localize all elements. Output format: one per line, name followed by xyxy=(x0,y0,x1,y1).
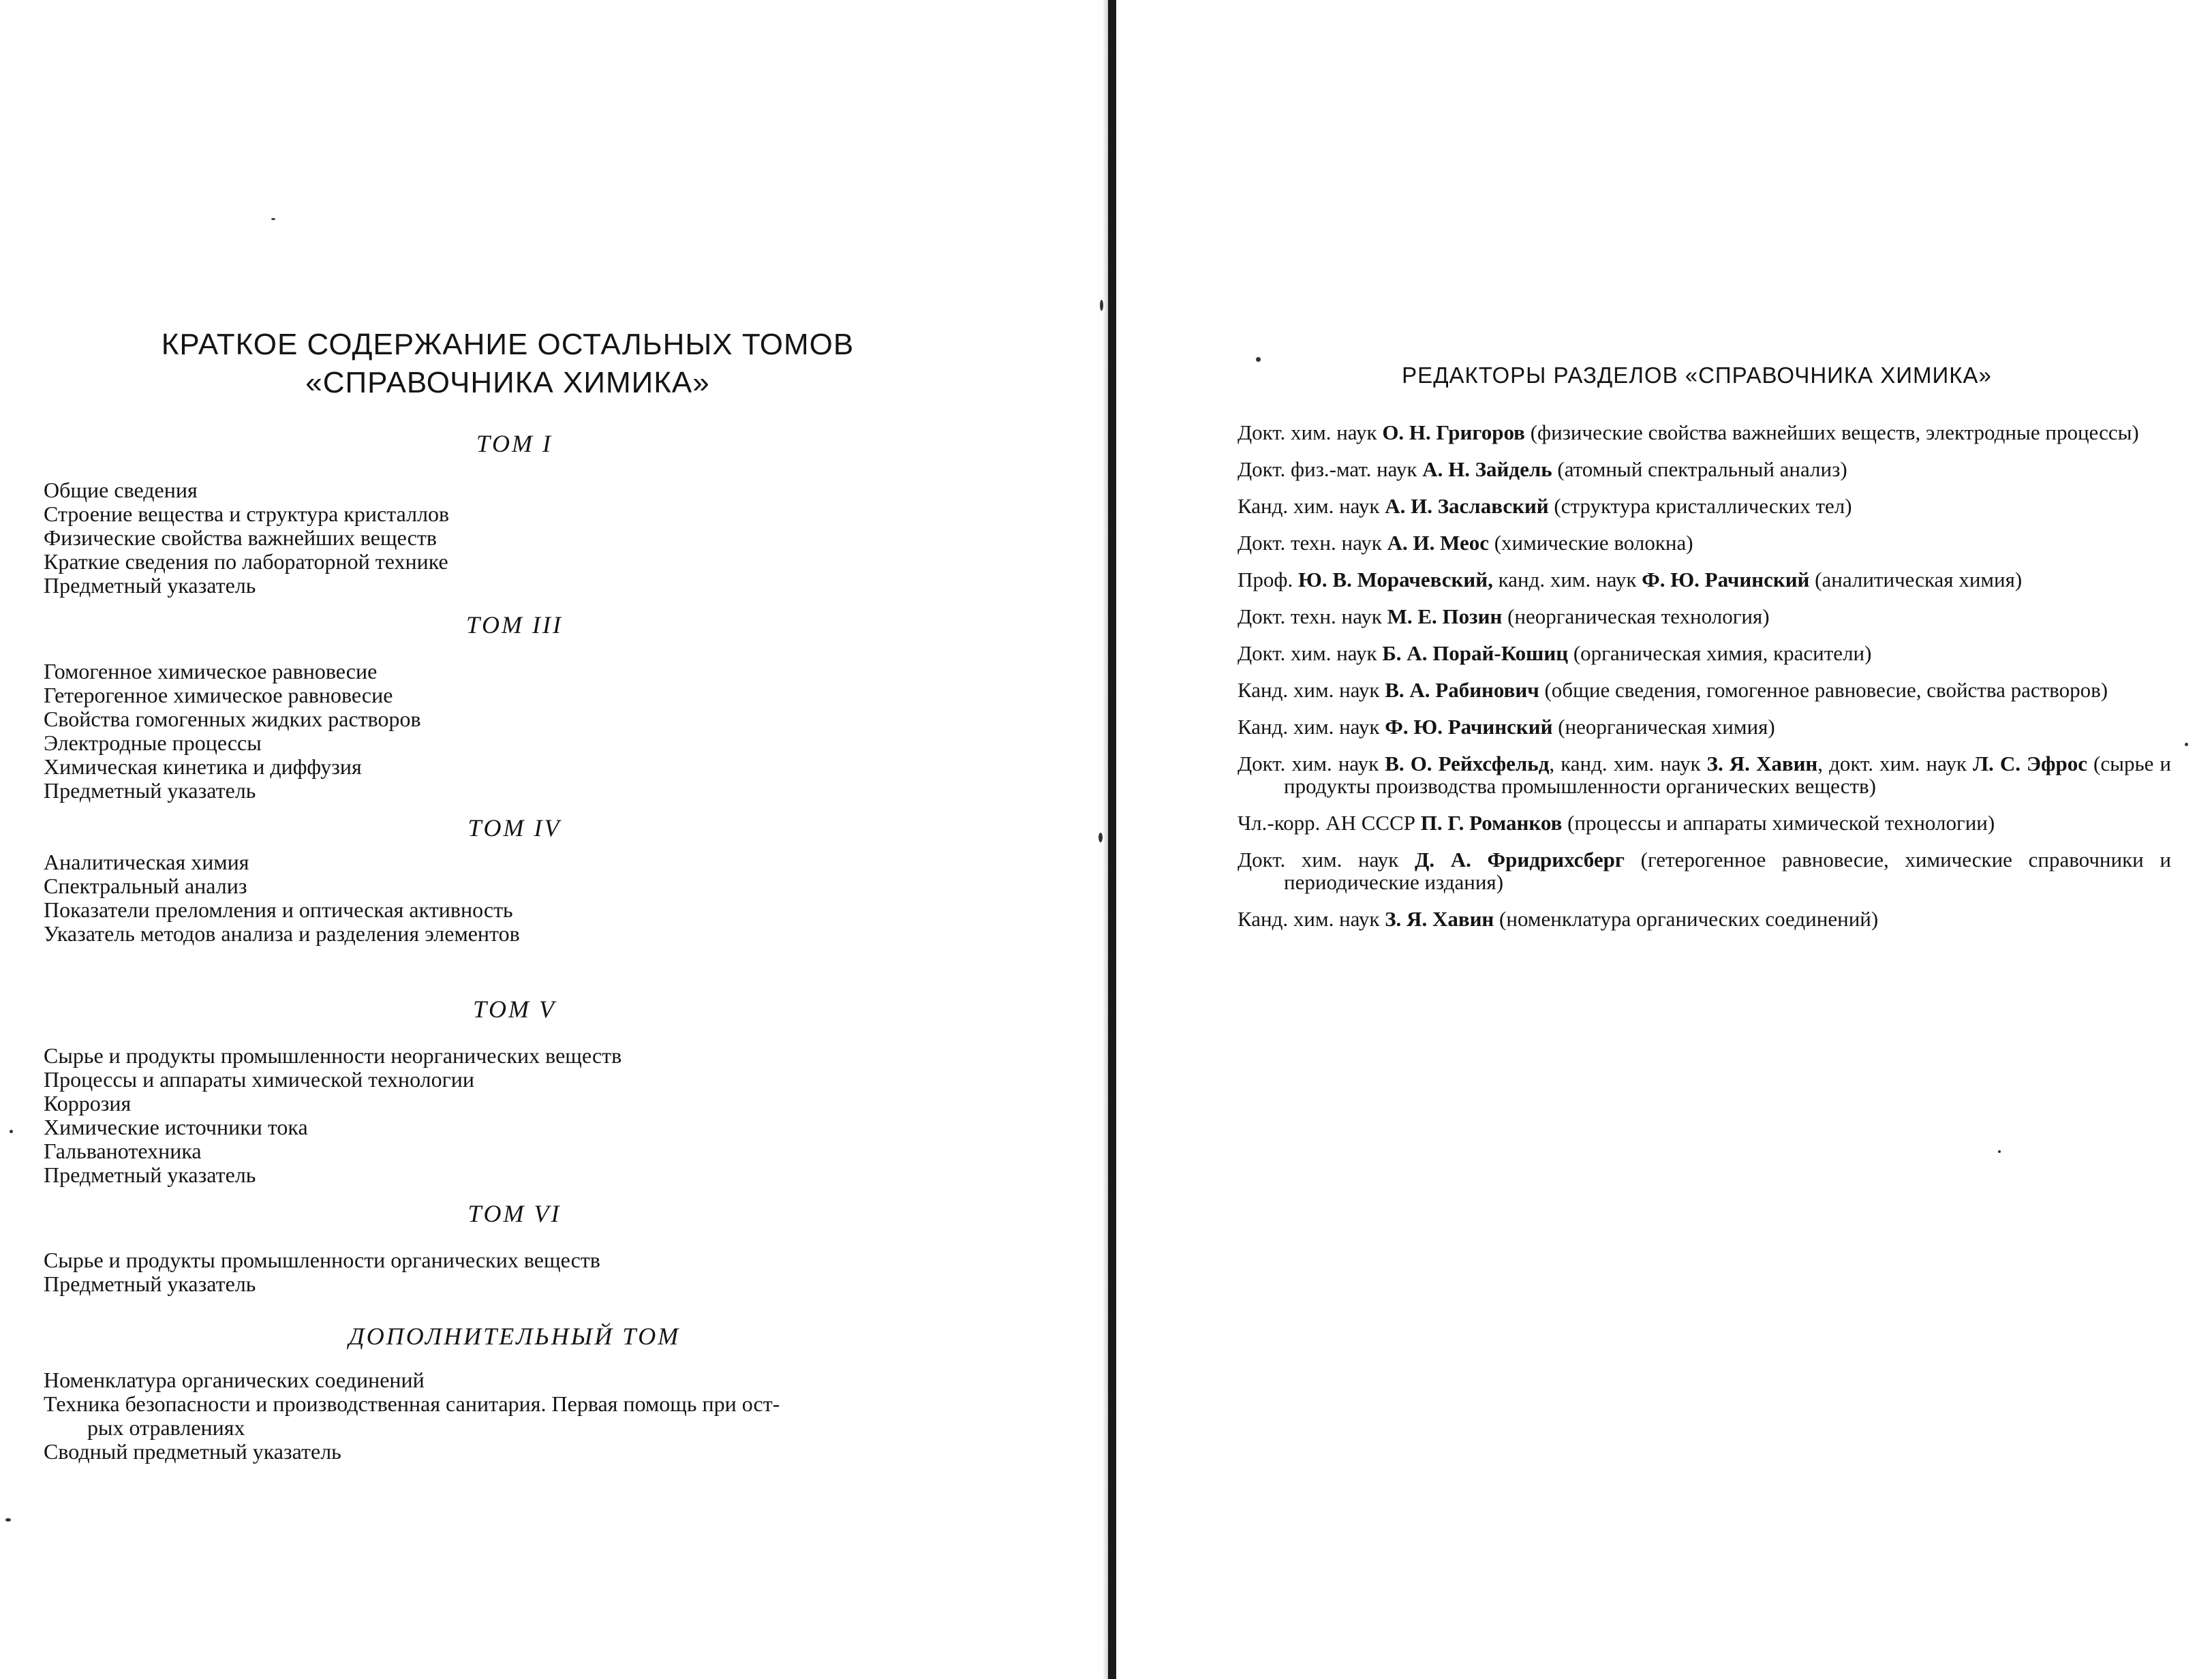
volume-heading: ТОМ I xyxy=(476,430,553,457)
list-item: Краткие сведения по лабораторной технике xyxy=(44,549,448,574)
list-item: Химическая кинетика и диффузия xyxy=(44,754,362,779)
volume-contents-list xyxy=(44,660,421,803)
contents-title-line2: «СПРАВОЧНИКА ХИМИКА» xyxy=(305,366,710,399)
editor-text: (сырье и продукты производства промышленности органических веществ) xyxy=(1284,752,2171,798)
editor-text: (атомный спектральный анализ) xyxy=(1552,457,1847,481)
volume-heading: ДОПОЛНИТЕЛЬНЫЙ ТОМ xyxy=(348,1323,681,1350)
list-item: Строение вещества и структура кристаллов xyxy=(44,502,450,526)
editor-text: Канд. хим. наук xyxy=(1238,494,1385,518)
volume-contents-list xyxy=(44,850,520,946)
editor-name: П. Г. Романков xyxy=(1420,811,1563,835)
editor-entry xyxy=(1238,848,2171,893)
editor-text: , канд. хим. наук xyxy=(1549,752,1707,775)
list-item: Свойства гомогенных жидких растворов xyxy=(44,707,421,731)
editor-entry xyxy=(1238,605,2171,628)
editor-name: З. Я. Хавин xyxy=(1706,752,1818,775)
editor-entry xyxy=(1238,568,2171,591)
editor-entry xyxy=(1238,458,2171,480)
editor-entry xyxy=(1238,532,2171,554)
list-item: рых отравлениях xyxy=(87,1415,245,1440)
editor-name: Л. С. Эфрос xyxy=(1972,752,2087,775)
list-item: Предметный указатель xyxy=(44,1162,256,1187)
editor-text: Докт. техн. наук xyxy=(1238,531,1387,555)
contents-title-line1: КРАТКОЕ СОДЕРЖАНИЕ ОСТАЛЬНЫХ ТОМОВ xyxy=(161,328,855,361)
editor-entry xyxy=(1238,752,2171,797)
editor-text: Канд. хим. наук xyxy=(1238,715,1385,739)
editor-text: (аналитическая химия) xyxy=(1809,568,2023,591)
editor-entry xyxy=(1238,495,2171,517)
editor-text: (гетерогенное равновесие, химические справочники и периодические издания) xyxy=(1284,848,2171,894)
editor-name: Ф. Ю. Рачинский xyxy=(1642,568,1810,591)
editor-text: Докт. хим. наук xyxy=(1238,752,1385,775)
editor-name: М. Е. Позин xyxy=(1387,604,1503,628)
editors-title: РЕДАКТОРЫ РАЗДЕЛОВ «СПРАВОЧНИКА ХИМИКА» xyxy=(1402,363,1992,388)
list-item: Общие сведения xyxy=(44,478,198,502)
editor-text: (органическая химия, красители) xyxy=(1568,641,1872,665)
editor-name: Ф. Ю. Рачинский xyxy=(1385,715,1553,739)
list-item: Показатели преломления и оптическая активность xyxy=(44,897,513,922)
list-item: Гетерогенное химическое равновесие xyxy=(44,683,393,707)
editor-text: (неорганическая технология) xyxy=(1502,604,1770,628)
editor-entry xyxy=(1238,715,2171,738)
list-item: Предметный указатель xyxy=(44,778,256,803)
list-item: Сводный предметный указатель xyxy=(44,1439,341,1464)
editor-entry xyxy=(1238,642,2171,664)
editor-text: (номенклатура органических соединений) xyxy=(1494,907,1879,931)
editors-list xyxy=(1238,421,2171,944)
volume-heading: ТОМ III xyxy=(466,611,563,638)
left-page xyxy=(0,0,1097,1679)
list-item: Процессы и аппараты химической технологии xyxy=(44,1067,475,1092)
editor-text: (процессы и аппараты химической технологии) xyxy=(1562,811,1995,835)
list-item: Предметный указатель xyxy=(44,573,256,598)
scan-speck xyxy=(1099,833,1103,842)
editor-text: (общие сведения, гомогенное равновесие, свойства растворов) xyxy=(1539,678,2108,702)
editor-text: Канд. хим. наук xyxy=(1238,678,1385,702)
list-item: Спектральный анализ xyxy=(44,874,247,898)
editor-entry xyxy=(1238,679,2171,701)
editor-text: Докт. хим. наук xyxy=(1238,420,1383,444)
list-item: Гальванотехника xyxy=(44,1139,202,1163)
editor-name: Ю. В. Морачевский, xyxy=(1297,568,1493,591)
scan-speck xyxy=(1100,300,1103,311)
volume-contents-list xyxy=(44,478,449,598)
editor-text: Проф. xyxy=(1238,568,1298,591)
editor-text: Докт. хим. наук xyxy=(1238,848,1415,872)
right-page xyxy=(1124,0,2212,1679)
editor-name: О. Н. Григоров xyxy=(1382,420,1525,444)
editor-name: В. О. Рейхсфельд xyxy=(1385,752,1550,775)
list-item: Сырье и продукты промышленности неорганических веществ xyxy=(44,1043,622,1068)
editor-text: , докт. хим. наук xyxy=(1817,752,1973,775)
list-item: Номенклатура органических соединений xyxy=(44,1368,425,1392)
editor-entry xyxy=(1238,812,2171,834)
editor-text: Докт. техн. наук xyxy=(1238,604,1387,628)
volume-contents-list xyxy=(44,1044,621,1187)
editor-name: А. Н. Зайдель xyxy=(1422,457,1552,481)
editor-name: Б. А. Порай-Кошиц xyxy=(1382,641,1569,665)
list-item: Сырье и продукты промышленности органических веществ xyxy=(44,1248,600,1272)
editor-name: А. И. Меос xyxy=(1387,531,1489,555)
list-item: Аналитическая химия xyxy=(44,850,249,874)
editor-name: В. А. Рабинович xyxy=(1385,678,1539,702)
volume-heading: ТОМ V xyxy=(473,996,556,1023)
editor-text: (физические свойства важнейших веществ, электродные процессы) xyxy=(1524,420,2139,444)
editor-text: (структура кристаллических тел) xyxy=(1548,494,1852,518)
list-item: Гомогенное химическое равновесие xyxy=(44,659,378,683)
editor-text: Канд. хим. наук xyxy=(1238,907,1385,931)
list-item: Электродные процессы xyxy=(44,730,262,755)
list-item: Коррозия xyxy=(44,1091,132,1115)
editor-name: Д. А. Фридрихсберг xyxy=(1415,848,1625,872)
editor-text: Докт. физ.-мат. наук xyxy=(1238,457,1423,481)
editor-text: Докт. хим. наук xyxy=(1238,641,1383,665)
editor-text: Чл.-корр. АН СССР xyxy=(1238,811,1421,835)
book-spine-shadow xyxy=(1103,0,1108,1679)
editor-entry xyxy=(1238,908,2171,930)
editor-text: (химические волокна) xyxy=(1488,531,1693,555)
list-item: Техника безопасности и производственная санитария. Первая помощь при ост- xyxy=(44,1391,780,1416)
volume-heading: ТОМ VI xyxy=(467,1200,562,1227)
editor-name: З. Я. Хавин xyxy=(1385,907,1494,931)
editor-text: (неорганическая химия) xyxy=(1552,715,1775,739)
editor-name: А. И. Заславский xyxy=(1385,494,1549,518)
volume-contents-list xyxy=(44,1248,600,1296)
volume-contents-list xyxy=(44,1368,780,1464)
list-item: Предметный указатель xyxy=(44,1272,256,1296)
book-spine xyxy=(1108,0,1116,1679)
editor-text: канд. хим. наук xyxy=(1492,568,1642,591)
volume-heading: ТОМ IV xyxy=(467,814,562,842)
list-item: Указатель методов анализа и разделения элементов xyxy=(44,921,520,946)
list-item: Химические источники тока xyxy=(44,1115,308,1139)
editor-entry xyxy=(1238,421,2171,444)
contents-title xyxy=(82,326,934,402)
list-item: Физические свойства важнейших веществ xyxy=(44,525,437,550)
